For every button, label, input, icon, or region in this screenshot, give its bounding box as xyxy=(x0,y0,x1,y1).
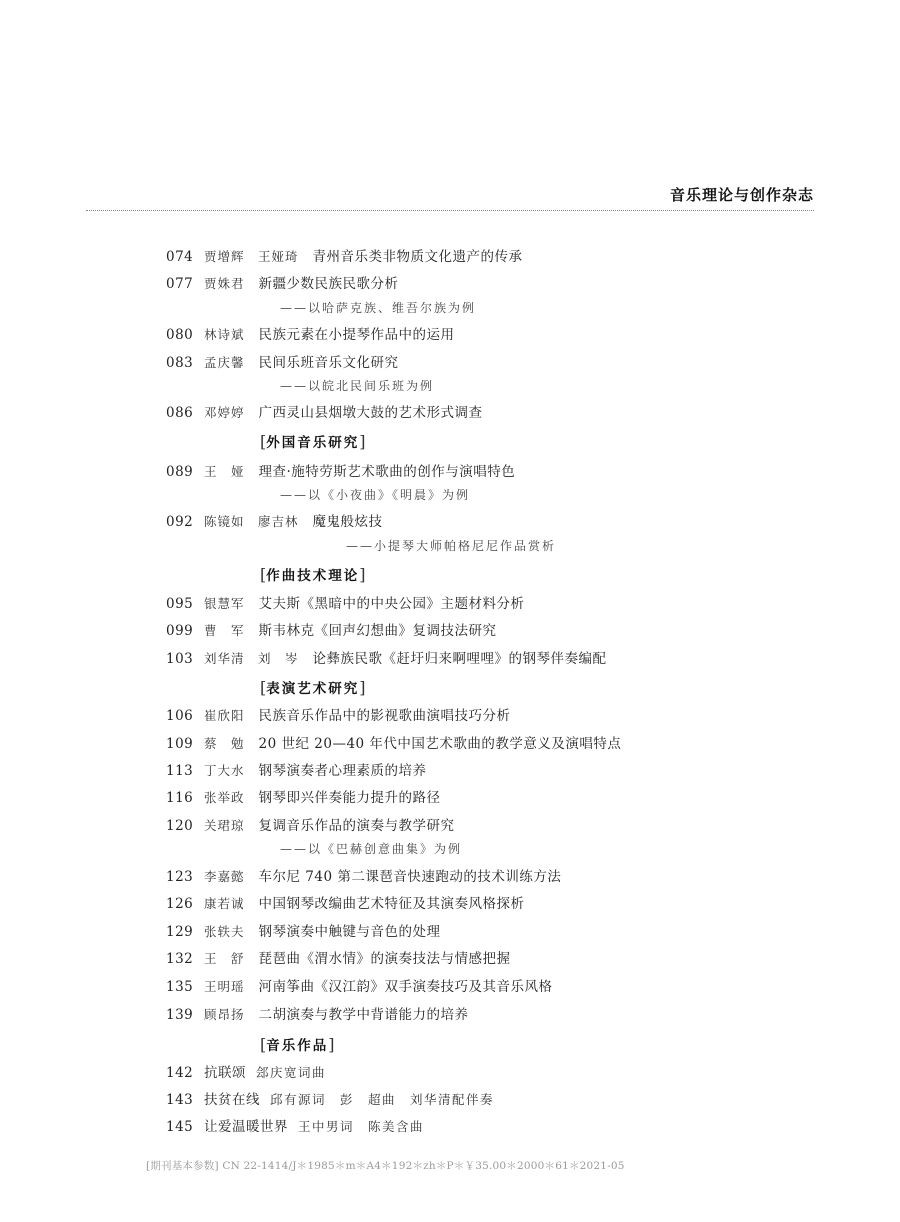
toc-entry[interactable] xyxy=(166,354,399,372)
page-number: 126 xyxy=(166,896,194,912)
author: 贾姝君 xyxy=(204,276,245,291)
page-number: 129 xyxy=(166,924,194,940)
toc-entry[interactable] xyxy=(166,735,621,753)
toc-entry[interactable] xyxy=(166,326,455,344)
toc-entry-work[interactable] xyxy=(166,1091,494,1109)
article-title: 民族元素在小提琴作品中的运用 xyxy=(258,327,455,343)
toc-entry[interactable] xyxy=(166,650,607,668)
page-number: 116 xyxy=(166,790,194,806)
author: 邓婷婷 xyxy=(204,405,245,420)
page-number: 135 xyxy=(166,979,194,995)
article-subtitle: ——以皖北民间乐班为例 xyxy=(280,379,435,393)
article-title: 20 世纪 20—40 年代中国艺术歌曲的教学意义及演唱特点 xyxy=(258,736,622,752)
toc-entry[interactable] xyxy=(166,513,383,531)
author: 孟庆馨 xyxy=(204,355,245,370)
toc-entry[interactable] xyxy=(166,868,561,886)
author: 银慧军 xyxy=(204,596,245,611)
page-number: 109 xyxy=(166,736,194,752)
page-number: 123 xyxy=(166,869,194,885)
article-title: 河南筝曲《汉江韵》双手演奏技巧及其音乐风格 xyxy=(258,979,553,995)
author: 刘华清 刘 岑 xyxy=(204,651,299,666)
author: 张举政 xyxy=(204,790,245,805)
page-number: 080 xyxy=(166,327,194,343)
page-number: 099 xyxy=(166,623,194,639)
section-heading-music-works: [音乐作品] xyxy=(260,1035,335,1054)
toc-entry[interactable] xyxy=(166,707,511,725)
work-credit: 邱有源词 彭 超曲 刘华清配伴奏 xyxy=(270,1092,495,1107)
author: 李嘉懿 xyxy=(204,869,245,884)
article-title: 民族音乐作品中的影视歌曲演唱技巧分析 xyxy=(258,708,511,724)
toc-entry-work[interactable] xyxy=(166,1118,424,1136)
page-number: 086 xyxy=(166,405,194,421)
toc-entry[interactable] xyxy=(166,463,515,481)
page-number: 074 xyxy=(166,249,194,265)
toc-entry[interactable] xyxy=(166,762,427,780)
author: 林诗斌 xyxy=(204,327,245,342)
work-title: 抗联颂 xyxy=(204,1065,246,1081)
page-number: 083 xyxy=(166,355,194,371)
toc-entry[interactable] xyxy=(166,595,525,613)
page-number: 113 xyxy=(166,763,194,779)
header-divider xyxy=(86,210,814,211)
article-title: 车尔尼 740 第二课琶音快速跑动的技术训练方法 xyxy=(258,869,562,885)
author: 贾增辉 王娅琦 xyxy=(204,249,299,264)
toc-entry[interactable] xyxy=(166,1006,469,1024)
author: 陈镜如 廖吉林 xyxy=(204,514,299,529)
article-title: 艾夫斯《黑暗中的中央公园》主题材料分析 xyxy=(258,596,525,612)
journal-parameters-footer: [期刊基本参数] CN 22-1414/J＊1985＊m＊A4＊192＊zh＊P＊￥35.00＊2000＊61＊2021-05 xyxy=(146,1160,625,1172)
page-number: 089 xyxy=(166,464,194,480)
toc-entry[interactable] xyxy=(166,923,441,941)
article-title: 复调音乐作品的演奏与教学研究 xyxy=(258,818,455,834)
section-heading-foreign-music: [外国音乐研究] xyxy=(260,432,366,451)
author: 丁大水 xyxy=(204,763,245,778)
section-heading-composition-theory: [作曲技术理论] xyxy=(260,565,366,584)
work-title: 让爱温暖世界 xyxy=(204,1119,288,1135)
toc-entry[interactable] xyxy=(166,248,523,266)
page-number: 095 xyxy=(166,596,194,612)
author: 王 舒 xyxy=(204,951,245,966)
work-title: 扶贫在线 xyxy=(204,1092,260,1108)
page-number: 139 xyxy=(166,1007,194,1023)
page-number: 077 xyxy=(166,276,194,292)
page-number: 106 xyxy=(166,708,194,724)
article-title: 斯韦林克《回声幻想曲》复调技法研究 xyxy=(258,623,497,639)
author: 王 娅 xyxy=(204,464,245,479)
page-number: 103 xyxy=(166,651,194,667)
article-title: 理查·施特劳斯艺术歌曲的创作与演唱特色 xyxy=(258,464,516,480)
author: 蔡 勉 xyxy=(204,736,245,751)
work-credit: 郐庆宽词曲 xyxy=(256,1065,327,1080)
author: 顾昂扬 xyxy=(204,1007,245,1022)
article-title: 钢琴演奏者心理素质的培养 xyxy=(258,763,427,779)
article-title: 琵琶曲《渭水情》的演奏技法与情感把握 xyxy=(258,951,511,967)
toc-entry[interactable] xyxy=(166,978,553,996)
article-title: 青州音乐类非物质文化遗产的传承 xyxy=(312,249,523,265)
article-title: 新疆少数民族民歌分析 xyxy=(258,276,399,292)
article-title: 广西灵山县烟墩大鼓的艺术形式调查 xyxy=(258,405,483,421)
toc-entry[interactable] xyxy=(166,622,497,640)
article-title: 论彝族民歌《赶圩归来啊哩哩》的钢琴伴奏编配 xyxy=(312,651,607,667)
toc-entry[interactable] xyxy=(166,895,525,913)
section-heading-performance-art: [表演艺术研究] xyxy=(260,678,366,697)
article-title: 中国钢琴改编曲艺术特征及其演奏风格探析 xyxy=(258,896,525,912)
toc-entry[interactable] xyxy=(166,275,399,293)
toc-entry[interactable] xyxy=(166,789,441,807)
page-number: 143 xyxy=(166,1092,194,1108)
toc-entry[interactable] xyxy=(166,404,483,422)
author: 康若诚 xyxy=(204,896,245,911)
author: 王明瑶 xyxy=(204,979,245,994)
article-subtitle: ——以哈萨克族、维吾尔族为例 xyxy=(280,301,477,315)
page-number: 120 xyxy=(166,818,194,834)
page-number: 132 xyxy=(166,951,194,967)
article-title: 民间乐班音乐文化研究 xyxy=(258,355,399,371)
author: 曹 军 xyxy=(204,623,245,638)
toc-entry[interactable] xyxy=(166,950,511,968)
article-subtitle: ——以《巴赫创意曲集》为例 xyxy=(280,842,463,856)
author: 张轶夫 xyxy=(204,924,245,939)
page-number: 142 xyxy=(166,1065,194,1081)
article-subtitle: ——以《小夜曲》《明晨》为例 xyxy=(280,488,471,502)
article-title: 二胡演奏与教学中背谱能力的培养 xyxy=(258,1007,469,1023)
author: 崔欣阳 xyxy=(204,708,245,723)
journal-title: 音乐理论与创作杂志 xyxy=(669,186,814,204)
page-number: 092 xyxy=(166,514,194,530)
toc-entry-work[interactable] xyxy=(166,1064,326,1082)
work-credit: 王中男词 陈美含曲 xyxy=(298,1119,425,1134)
article-subtitle: ——小提琴大师帕格尼尼作品赏析 xyxy=(346,539,557,553)
article-title: 魔鬼般炫技 xyxy=(312,514,383,530)
article-title: 钢琴演奏中触键与音色的处理 xyxy=(258,924,441,940)
author: 关珺琼 xyxy=(204,818,245,833)
article-title: 钢琴即兴伴奏能力提升的路径 xyxy=(258,790,441,806)
toc-entry[interactable] xyxy=(166,817,455,835)
page-number: 145 xyxy=(166,1119,194,1135)
